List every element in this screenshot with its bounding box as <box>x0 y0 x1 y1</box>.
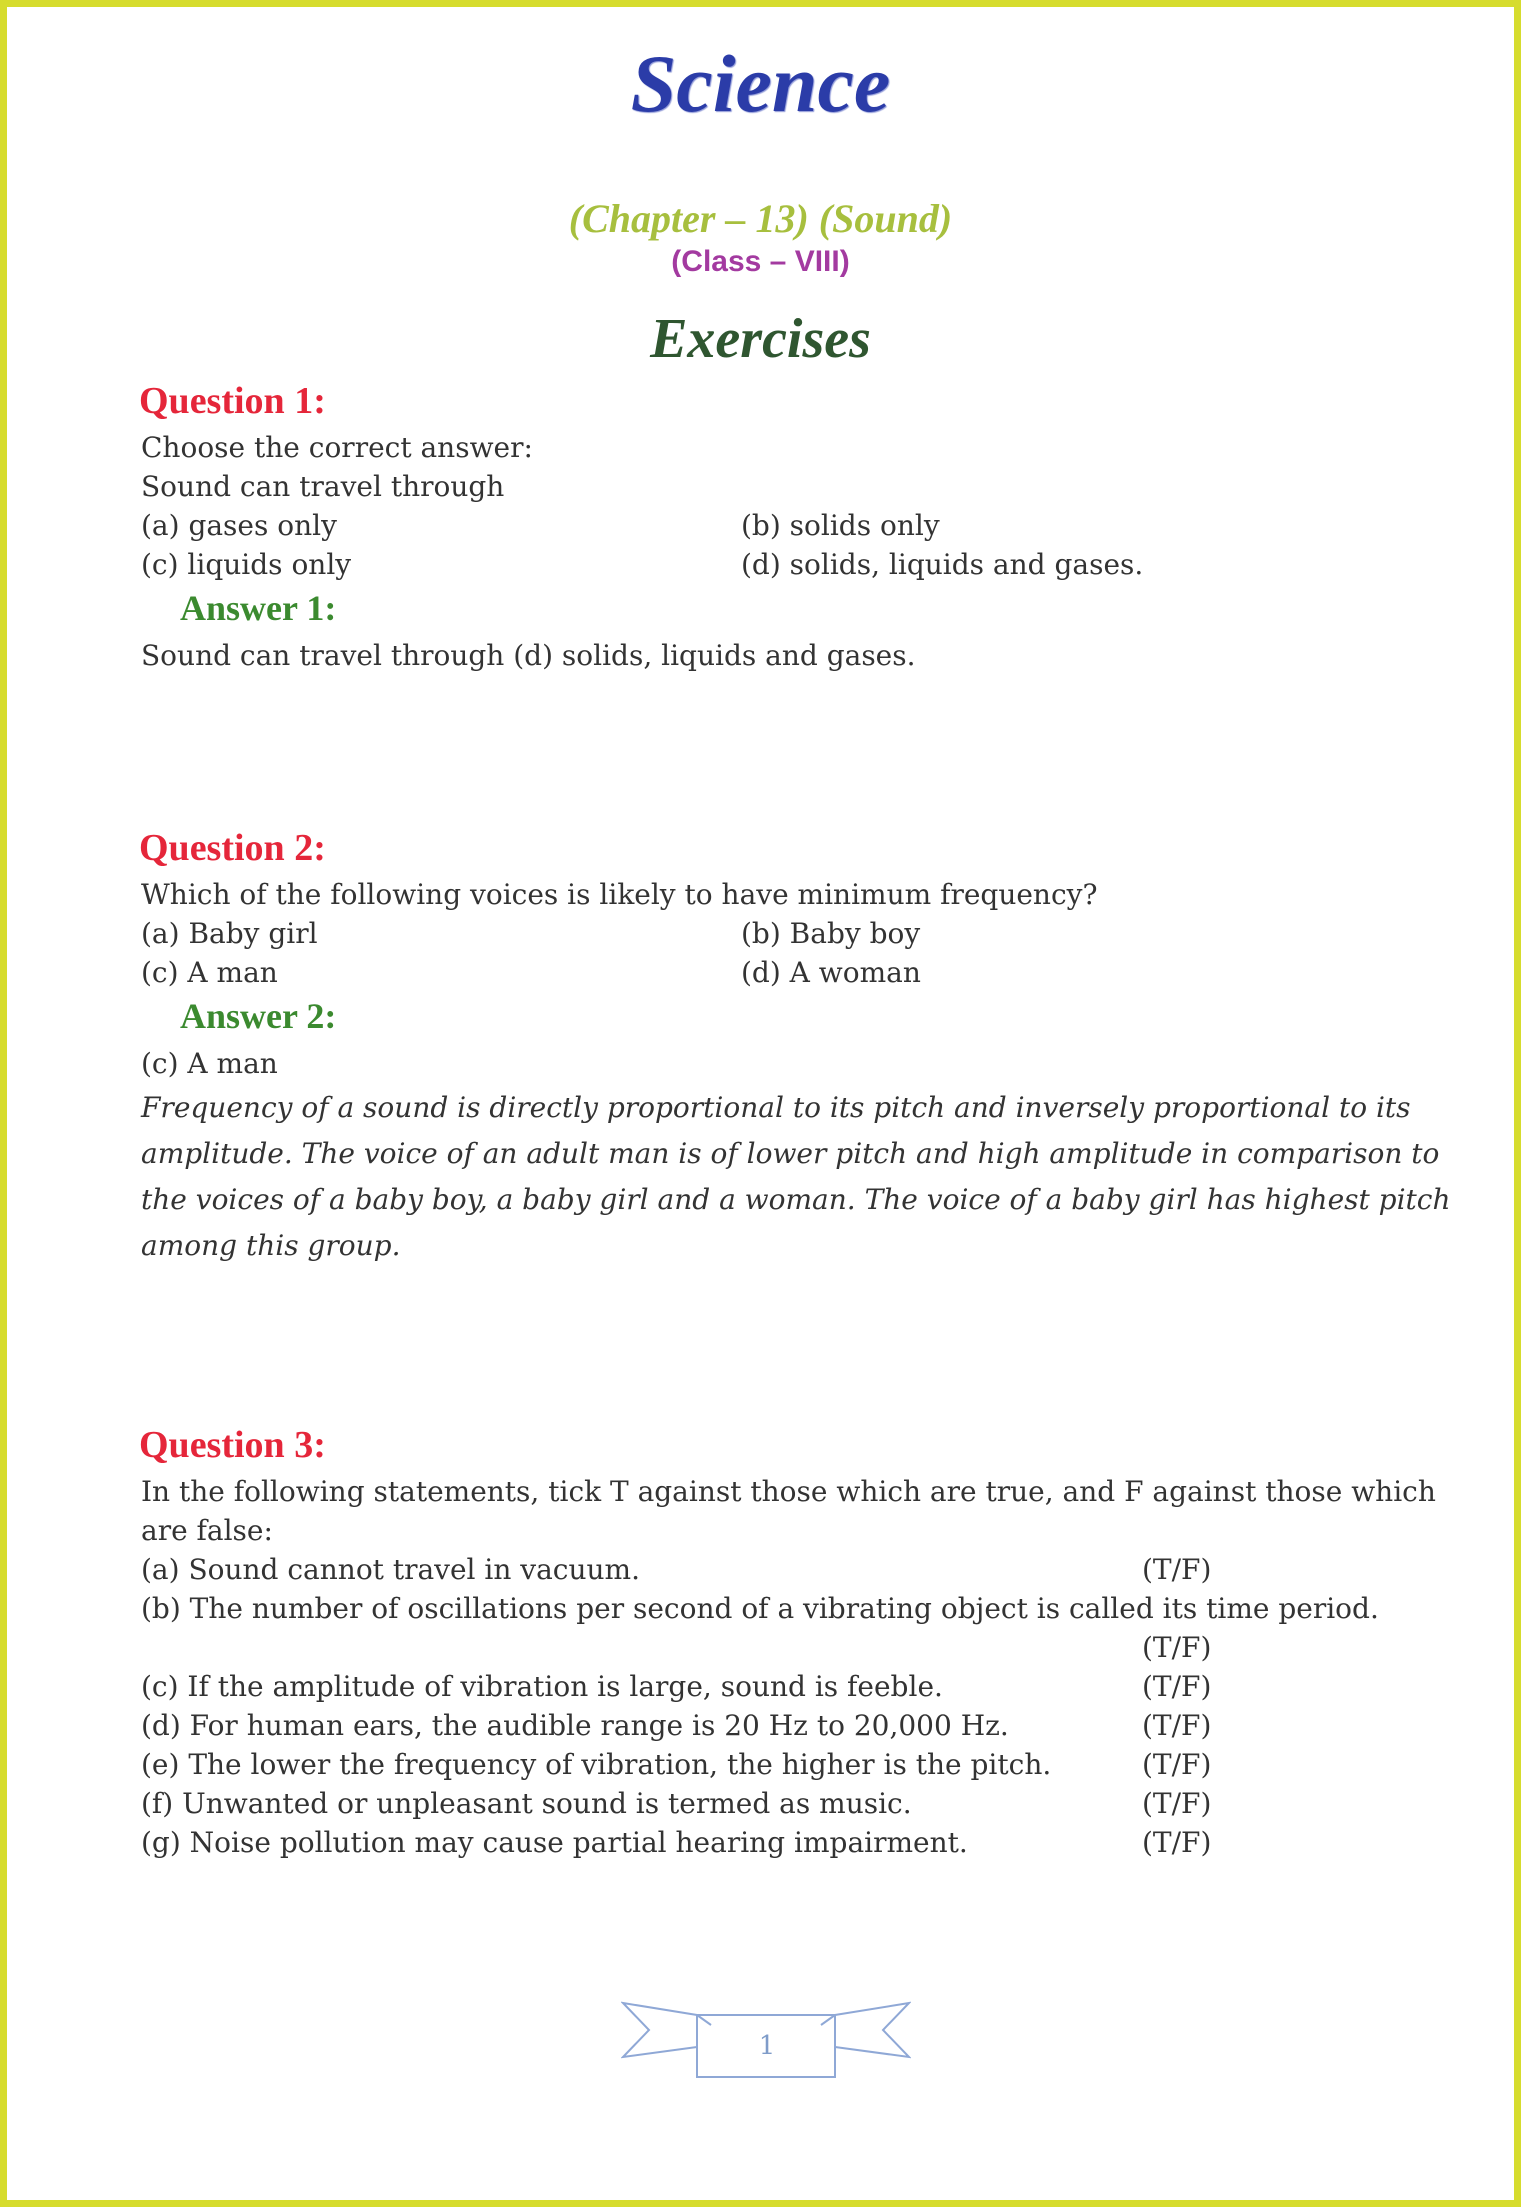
question-1-prompt: Choose the correct answer: <box>141 431 533 464</box>
statement-b: (b) The number of oscillations per second of a vibrating object is called its time period. <box>141 1592 1379 1625</box>
page-title: Science <box>630 38 891 129</box>
answer-2-explanation-line: the voices of a baby boy, a baby girl and a woman. The voice of a baby girl has highest pitch <box>141 1183 1451 1216</box>
true-false-marker: (T/F) <box>1142 1709 1212 1742</box>
question-1-option-b: (b) solids only <box>741 509 940 542</box>
answer-1-heading: Answer 1: <box>180 588 337 628</box>
answer-2-text: (c) A man <box>141 1047 278 1080</box>
question-2-option-d: (d) A woman <box>741 956 921 989</box>
true-false-marker: (T/F) <box>1142 1631 1212 1664</box>
statement-c: (c) If the amplitude of vibration is large, sound is feeble. <box>141 1670 943 1703</box>
page-number: 1 <box>758 2031 776 2061</box>
section-heading: Exercises <box>650 308 871 370</box>
question-2-option-a: (a) Baby girl <box>141 917 318 950</box>
true-false-marker: (T/F) <box>1142 1553 1212 1586</box>
answer-2-heading: Answer 2: <box>180 996 337 1036</box>
statement-d: (d) For human ears, the audible range is 20 Hz to 20,000 Hz. <box>141 1709 1009 1742</box>
question-1-stem: Sound can travel through <box>141 470 505 503</box>
class-label: (Class – VIII) <box>671 245 850 278</box>
question-3-heading: Question 3: <box>139 1424 326 1466</box>
true-false-marker: (T/F) <box>1142 1748 1212 1781</box>
answer-2-explanation-line: Frequency of a sound is directly proportional to its pitch and inversely proportional to its <box>141 1091 1411 1124</box>
question-2-option-b: (b) Baby boy <box>741 917 921 950</box>
question-1-option-a: (a) gases only <box>141 509 337 542</box>
statement-a: (a) Sound cannot travel in vacuum. <box>141 1553 640 1586</box>
statement-f: (f) Unwanted or unpleasant sound is termed as music. <box>141 1787 912 1820</box>
question-2-prompt: Which of the following voices is likely to have minimum frequency? <box>141 878 1098 911</box>
question-2-heading: Question 2: <box>139 827 326 869</box>
answer-2-explanation-line: among this group. <box>141 1229 401 1262</box>
statement-g: (g) Noise pollution may cause partial hearing impairment. <box>141 1826 968 1859</box>
answer-1-text: Sound can travel through (d) solids, liquids and gases. <box>141 639 916 672</box>
question-1-heading: Question 1: <box>139 380 326 422</box>
question-3-prompt-line: are false: <box>141 1514 273 1547</box>
answer-2-explanation-line: amplitude. The voice of an adult man is of lower pitch and high amplitude in comparison to <box>141 1137 1440 1170</box>
question-2-option-c: (c) A man <box>141 956 278 989</box>
statement-e: (e) The lower the frequency of vibration, the higher is the pitch. <box>141 1748 1052 1781</box>
true-false-marker: (T/F) <box>1142 1787 1212 1820</box>
chapter-heading: (Chapter – 13) (Sound) <box>568 196 953 241</box>
question-3-prompt-line: In the following statements, tick T against those which are true, and F against those which <box>141 1475 1436 1508</box>
question-1-option-d: (d) solids, liquids and gases. <box>741 548 1144 581</box>
true-false-marker: (T/F) <box>1142 1670 1212 1703</box>
question-1-option-c: (c) liquids only <box>141 548 352 581</box>
true-false-marker: (T/F) <box>1142 1826 1212 1859</box>
